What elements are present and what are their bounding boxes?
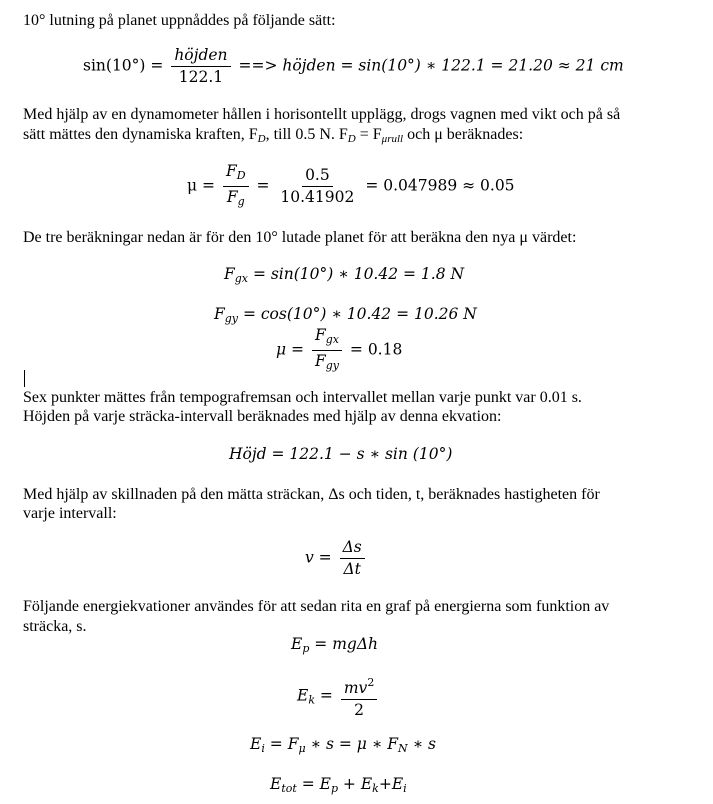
subscript: gy [224, 312, 239, 325]
eq-rest: = sin(10°) ∗ 10.42 = 1.8 N [248, 265, 465, 283]
subscript: N [398, 742, 408, 755]
subscript: gx [234, 272, 249, 285]
equation-mu [187, 162, 515, 211]
subscript: k [372, 782, 379, 795]
text: sätt mättes den dynamiska kraften, F [23, 126, 258, 143]
paragraph-intro: 10° lutning på planet uppnåddes på följande sätt: [23, 12, 336, 29]
paragraph-three-calcs: De tre beräkningar nedan är för den 10° lutade planet för att beräkna den nya μ värdet: [23, 229, 577, 246]
sym: F [214, 305, 225, 323]
sym: mv [343, 679, 368, 697]
subscript: D [236, 169, 246, 182]
eq-rest: = mgΔh [309, 635, 379, 653]
equation-fgy [214, 305, 477, 325]
sym: E [250, 735, 262, 753]
paragraph-points-1: Sex punkter mättes från tempografremsan och intervallet mellan varje punkt var 0.01 s. [23, 389, 582, 406]
denominator: 2 [354, 701, 365, 719]
text: + E [338, 775, 373, 793]
fraction [341, 673, 377, 720]
denominator [224, 187, 248, 211]
eq-lhs: μ = [276, 340, 304, 359]
equals: = [315, 686, 333, 705]
eq-lhs: v = [305, 548, 332, 567]
paragraph-dynamometer-2 [23, 125, 523, 149]
denominator [312, 351, 342, 375]
subscript: D [257, 133, 266, 145]
equation-etot [270, 775, 407, 795]
equation-ei [250, 735, 436, 755]
sym: E [297, 686, 309, 705]
sym: E [291, 635, 303, 653]
eq-rest: = 0.047989 ≈ 0.05 [365, 176, 515, 195]
subscript: g [237, 195, 245, 208]
numerator [223, 162, 249, 187]
paragraph-velocity-1: Med hjälp av skillnaden på den mätta sträckan, Δs och tiden, t, beräknades hastigheten för [23, 486, 600, 503]
text: = F [355, 126, 382, 143]
paragraph-energy-1: Följande energiekvationer användes för att sedan rita en graf på energierna som funktion av [23, 598, 610, 615]
subscript: tot [281, 782, 297, 795]
text: = E [296, 775, 331, 793]
subscript: p [302, 642, 310, 655]
numerator [312, 326, 342, 351]
eq-lhs: μ = [187, 176, 215, 195]
eq-rest: ==> höjden = sin(10°) ∗ 122.1 = 21.20 ≈ 21 cm [238, 56, 624, 75]
equation-hojd: Höjd = 122.1 − s ∗ sin (10°) [229, 445, 453, 463]
equation-height [83, 46, 624, 87]
subscript: k [308, 693, 315, 707]
denominator: 122.1 [178, 68, 224, 86]
subscript: μrull [381, 133, 404, 145]
numerator: höjden [171, 46, 230, 67]
fraction [340, 538, 365, 579]
fraction-values [277, 166, 357, 207]
fraction [171, 46, 230, 87]
numerator: Δs [340, 538, 365, 559]
subscript: i [403, 782, 407, 795]
text: = F [264, 735, 299, 753]
sym: F [314, 326, 326, 344]
eq-rest: = 0.18 [349, 340, 403, 359]
subscript: p [330, 782, 338, 795]
subscript: gy [325, 359, 339, 372]
sym: F [225, 162, 237, 180]
paragraph-energy-2: sträcka, s. [23, 618, 87, 635]
fraction [312, 326, 342, 375]
text: och μ beräknades: [403, 126, 524, 143]
superscript: 2 [367, 676, 375, 689]
numerator [341, 673, 377, 700]
equation-velocity [305, 538, 368, 579]
eq-lhs: sin(10°) = [83, 56, 164, 75]
equation-fgx [224, 265, 464, 285]
equation-mu-ratio [276, 326, 402, 375]
subscript: D [347, 133, 356, 145]
numerator: 0.5 [302, 166, 333, 187]
paragraph-points-2: Höjden på varje sträcka-intervall beräknades med hjälp av denna ekvation: [23, 408, 502, 425]
text: +E [378, 775, 404, 793]
paragraph-velocity-2: varje intervall: [23, 505, 117, 522]
sym: F [226, 188, 238, 206]
subscript: gx [325, 333, 339, 346]
denominator: 10.41902 [280, 188, 355, 206]
text-cursor [24, 370, 25, 387]
paragraph-dynamometer-1: Med hjälp av en dynamometer hållen i horisontellt upplägg, drogs vagnen med vikt och på så [23, 106, 621, 123]
text: , till 0.5 N. F [265, 126, 348, 143]
equals: = [256, 176, 270, 195]
sym: E [270, 775, 282, 793]
sym: F [224, 265, 235, 283]
subscript: i [261, 742, 265, 755]
sym: F [314, 352, 326, 370]
denominator: Δt [343, 560, 361, 578]
fraction-forces [223, 162, 249, 211]
subscript: μ [298, 742, 306, 755]
equation-ek [297, 673, 380, 720]
equation-ep [291, 635, 378, 655]
text: ∗ s = μ ∗ F [305, 735, 399, 753]
text: ∗ s [407, 735, 436, 753]
eq-rest: = cos(10°) ∗ 10.42 = 10.26 N [238, 305, 477, 323]
